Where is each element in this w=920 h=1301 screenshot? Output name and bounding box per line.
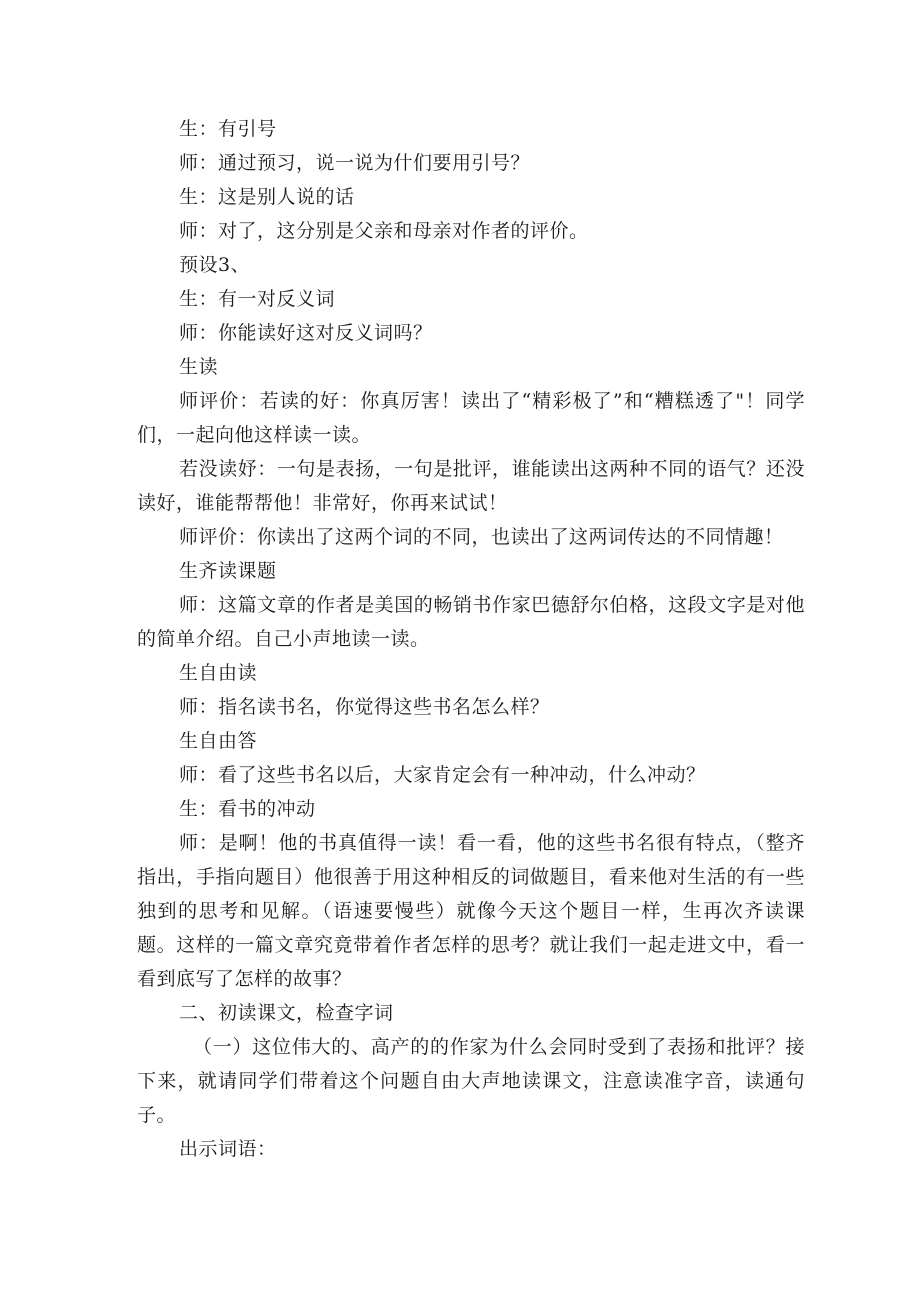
- paragraph: 师：通过预习，说一说为什们要用引号？: [179, 152, 531, 174]
- paragraph: 师：指名读书名，你觉得这些书名怎么样？: [179, 696, 550, 718]
- paragraph: 预设3、: [179, 254, 251, 276]
- paragraph: 生自由答: [179, 730, 258, 752]
- paragraph: 师：看了这些书名以后，大家肯定会有一种冲动，什么冲动？: [179, 764, 706, 786]
- paragraph: 师评价：你读出了这两个词的不同，也读出了这两词传达的不同情趣！: [179, 526, 784, 548]
- paragraph: 生自由读: [179, 662, 258, 684]
- section-heading: 二、初读课文，检查字词: [179, 1002, 394, 1024]
- paragraph: 生齐读课题: [179, 560, 277, 582]
- paragraph: 若没读妤：一句是表扬，一句是批评，谁能读出这两种不同的语气？还没读好，谁能帮帮他！非常好，你再来试试！: [137, 458, 805, 514]
- paragraph: 师：对了，这分别是父亲和母亲对作者的评价。: [179, 220, 589, 242]
- paragraph: 生：有一对反义词: [179, 288, 336, 310]
- paragraph: 生：有引号: [179, 118, 277, 140]
- paragraph: 师：是啊！他的书真值得一读！看一看，他的这些书名很有特点，（整齐指出，手指向题目）他很善于用这种相反的词做题目，看来他对生活的有一些独到的思考和见解。（语速要慢些）就像今天这个题目一样，生再次齐读课题。这样的一篇文章究竟带着作者怎样的思考？就让我们一起走进文中，看一看到底写了怎样的故事？: [137, 832, 805, 990]
- paragraph: 生：看书的冲动: [179, 798, 316, 820]
- paragraph: 生读: [179, 356, 219, 378]
- paragraph: 师：你能读好这对反义词吗？: [179, 322, 433, 344]
- paragraph: （一）这位伟大的、高产的的作家为什么会同时受到了表扬和批评？接下来，就请同学们带着这个问题自由大声地读课文，注意读准字音，读通句子。: [137, 1036, 805, 1126]
- paragraph: 师评价：若读的好：你真厉害！读出了“精彩极了”和“糟糕透了"！同学们，一起向他这样读一读。: [137, 390, 805, 446]
- paragraph: 师：这篇文章的作者是美国的畅销书作家巴德舒尔伯格，这段文字是对他的简单介绍。自己小声地读一读。: [137, 594, 805, 650]
- document-body: [137, 112, 805, 1166]
- paragraph: 生：这是别人说的话: [179, 186, 355, 208]
- paragraph: 出示词语：: [179, 1138, 277, 1160]
